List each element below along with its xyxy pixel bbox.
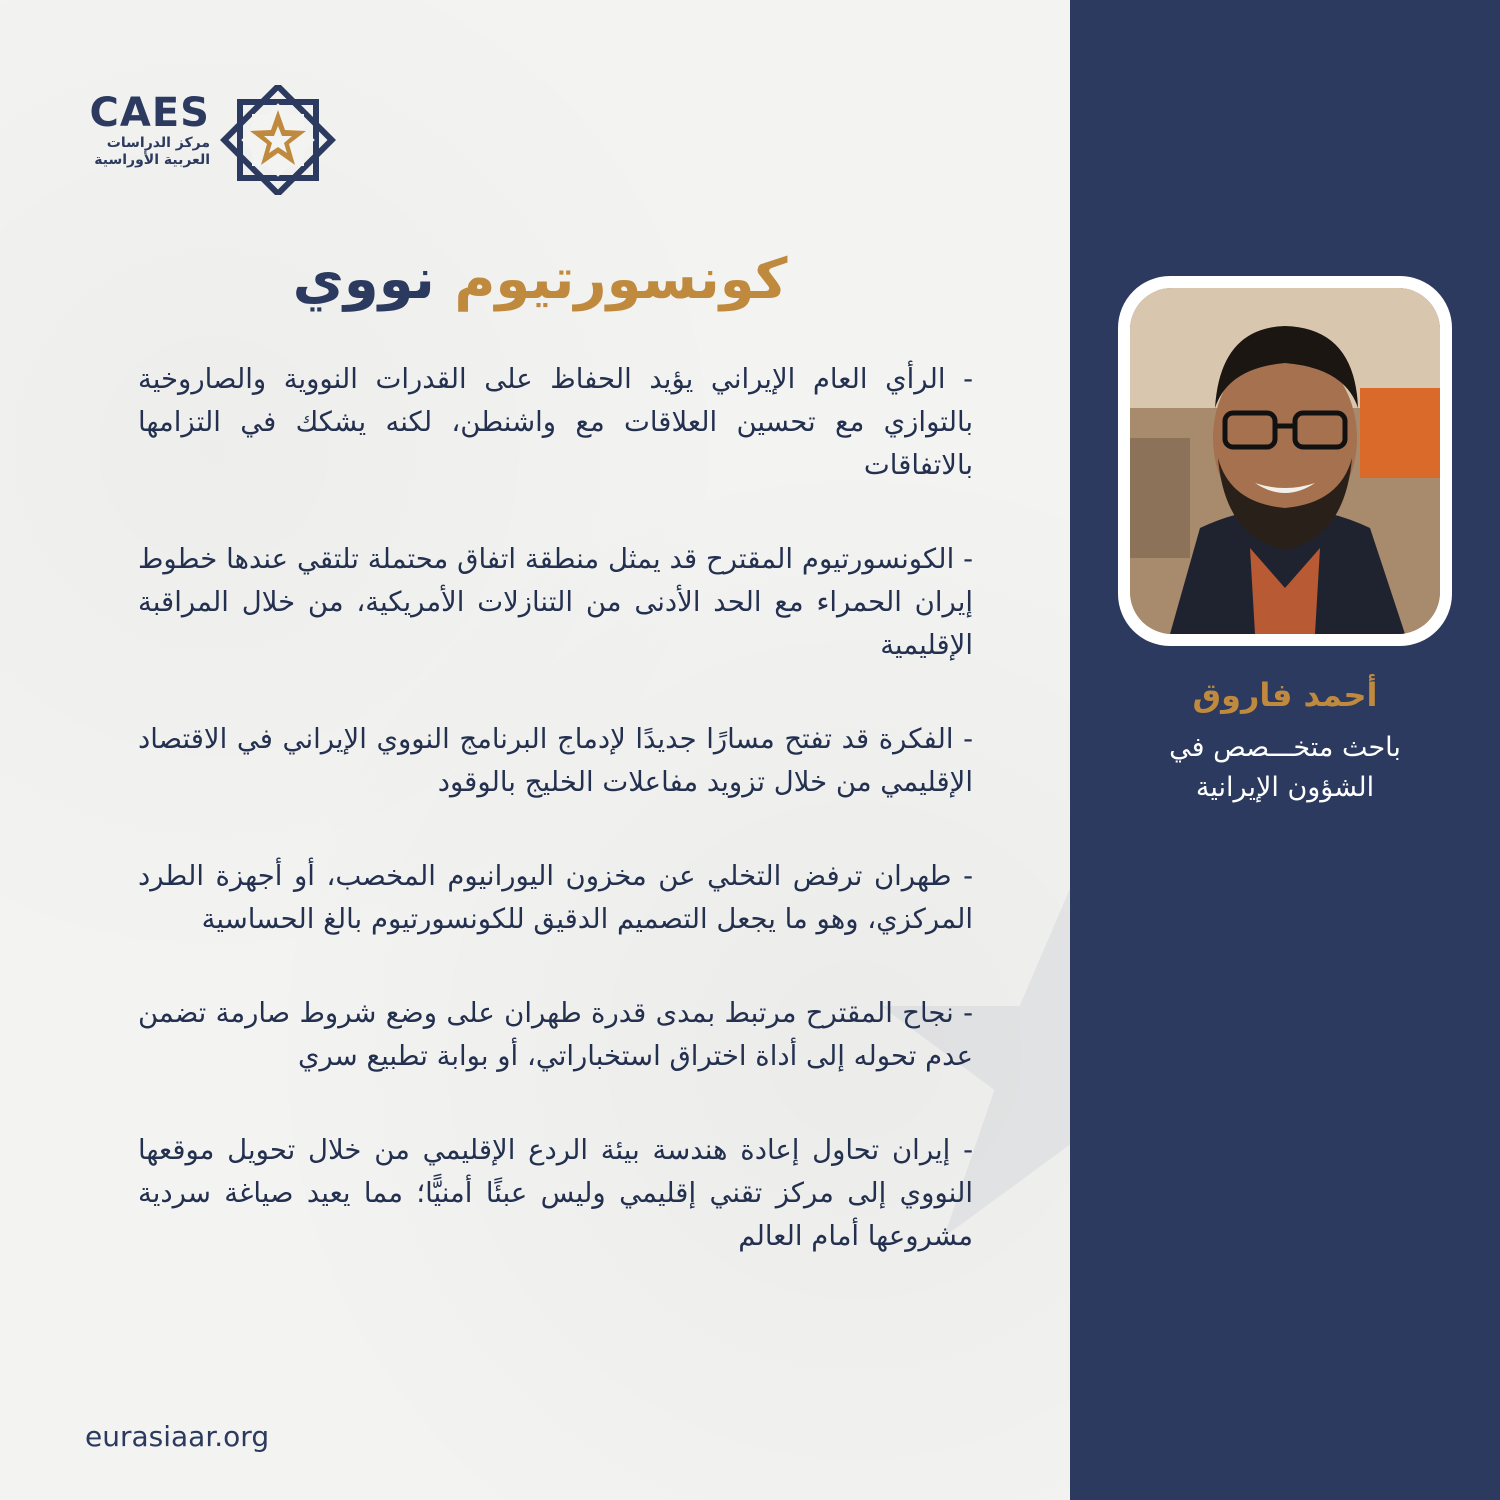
logo-line-1: مركز الدراسات xyxy=(106,135,210,151)
key-point: - الفكرة قد تفتح مسارًا جديدًا لإدماج البرنامج النووي الإيراني في الاقتصاد الإقليمي من خلال تزويد مفاعلات الخليج بالوقود xyxy=(138,723,973,798)
author-role-line-2: الشؤون الإيرانية xyxy=(1195,772,1375,803)
website-link[interactable]: eurasiaar.org xyxy=(85,1420,270,1453)
title-rest: نووي xyxy=(292,247,435,312)
logo-abbreviation: CAES xyxy=(89,90,210,136)
title-highlight: كونسورتيوم xyxy=(454,247,788,312)
caes-logo[interactable] xyxy=(80,85,340,195)
key-point: - الرأي العام الإيراني يؤيد الحفاظ على القدرات النووية والصاروخية بالتوازي مع تحسين العلاقات مع واشنطن، لكنه يشكك في التزامها بالاتفاقات xyxy=(138,363,973,481)
author-photo-frame xyxy=(1118,276,1452,646)
logo-line-2: العربية الأوراسية xyxy=(94,152,210,168)
author-role-line-1: باحث متخـــصص في xyxy=(1169,732,1401,763)
author-name: أحمد فاروق xyxy=(1192,676,1378,714)
key-point: - نجاح المقترح مرتبط بمدى قدرة طهران على وضع شروط صارمة تضمن عدم تحوله إلى أداة اختراق استخباراتي، أو بوابة تطبيع سري xyxy=(138,997,973,1072)
eight-point-star-icon xyxy=(218,85,338,195)
key-points-list xyxy=(138,358,973,1309)
key-point: - إيران تحاول إعادة هندسة بيئة الردع الإقليمي من خلال تحويل موقعها النووي إلى مركز تقني إقليمي وليس عبئًا أمنيًّا؛ مما يعيد صياغة سردية مشروعها أمام العالم xyxy=(138,1134,973,1252)
key-point: - الكونسورتيوم المقترح قد يمثل منطقة اتفاق محتملة تلتقي عندها خطوط إيران الحمراء مع الحد الأدنى من التنازلات الأمريكية، من خلال المراقبة الإقليمية xyxy=(138,543,973,661)
key-point: - طهران ترفض التخلي عن مخزون اليورانيوم المخصب، أو أجهزة الطرد المركزي، وهو ما يجعل التصميم الدقيق للكونسورتيوم بالغ الحساسية xyxy=(138,860,973,935)
author-role xyxy=(1070,728,1500,808)
author-photo xyxy=(1130,288,1440,634)
logo-text xyxy=(80,91,210,169)
page-title xyxy=(180,240,900,320)
